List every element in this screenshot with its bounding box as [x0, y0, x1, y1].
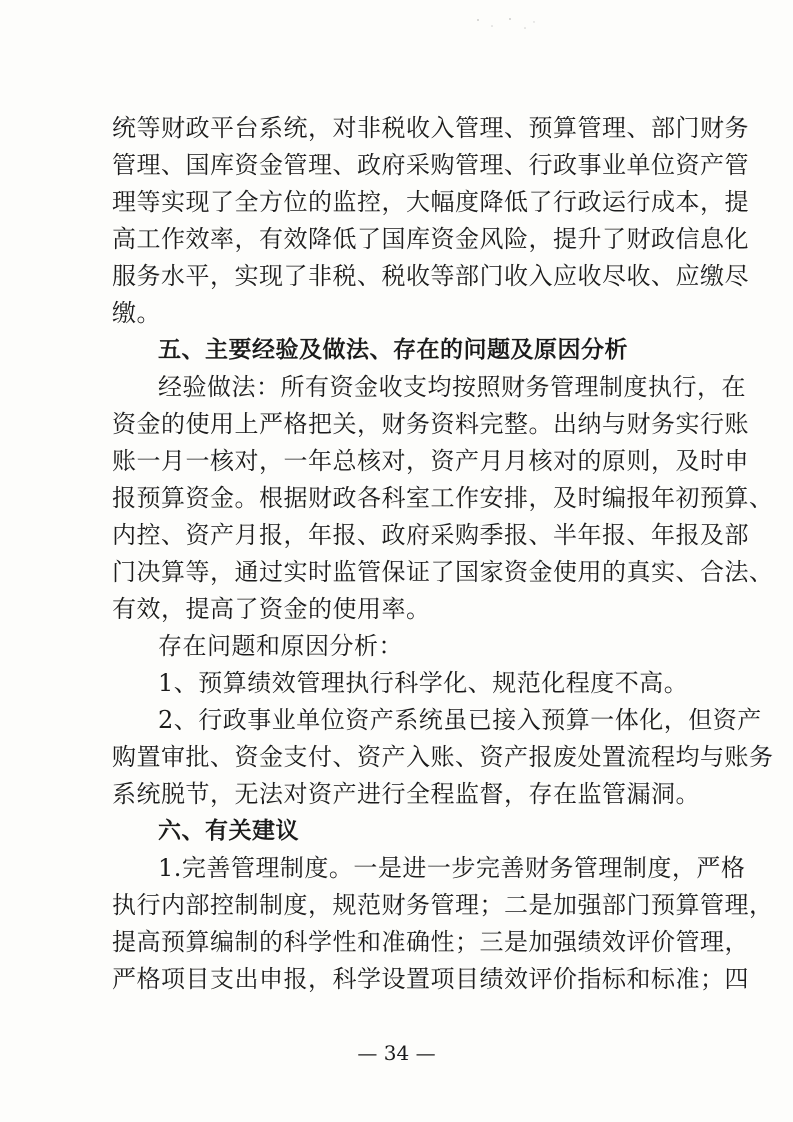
text-line: 缴。 [112, 299, 161, 327]
text-line: 提高预算编制的科学性和准确性；三是加强绩效评价管理， [112, 928, 749, 956]
text-line: 1、预算绩效管理执行科学化、规范化程度不高。 [158, 669, 689, 697]
section-heading: 五、主要经验及做法、存在的问题及原因分析 [158, 337, 628, 363]
text-line: 门决算等，通过实时监管保证了国家资金使用的真实、合法、 [112, 558, 774, 586]
text-line: 经验做法：所有资金收支均按照财务管理制度执行，在 [158, 373, 746, 401]
text-line: 管理、国库资金管理、政府采购管理、行政事业单位资产管 [112, 151, 749, 179]
text-line: 2、行政事业单位资产系统虽已接入预算一体化，但资产 [158, 706, 762, 734]
text-line: 系统脱节，无法对资产进行全程监督，存在监管漏洞。 [112, 780, 700, 808]
text-line: 统等财政平台系统，对非税收入管理、预算管理、部门财务 [112, 114, 749, 142]
text-line: 资金的使用上严格把关，财务资料完整。出纳与财务实行账 [112, 410, 749, 438]
text-line: 存在问题和原因分析： [158, 632, 403, 660]
text-line: 报预算资金。根据财政各科室工作安排，及时编报年初预算、 [112, 484, 774, 512]
text-line: 账一月一核对，一年总核对，资产月月核对的原则，及时申 [112, 447, 749, 475]
section-heading: 六、有关建议 [158, 818, 299, 844]
text-line: 1.完善管理制度。一是进一步完善财务管理制度，严格 [158, 854, 746, 882]
text-line: 高工作效率，有效降低了国库资金风险，提升了财政信息化 [112, 225, 749, 253]
text-line: 理等实现了全方位的监控，大幅度降低了行政运行成本，提 [112, 188, 749, 216]
text-line: 有效，提高了资金的使用率。 [112, 595, 431, 623]
text-line: 购置审批、资金支付、资产入账、资产报废处置流程均与账务 [112, 743, 774, 771]
text-line: 服务水平，实现了非税、税收等部门收入应收尽收、应缴尽 [112, 262, 749, 290]
page-number: — 34 — [357, 1041, 436, 1065]
text-line: 严格项目支出申报，科学设置项目绩效评价指标和标准；四 [112, 965, 749, 993]
text-line: 执行内部控制制度，规范财务管理；二是加强部门预算管理， [112, 891, 774, 919]
text-line: 内控、资产月报，年报、政府采购季报、半年报、年报及部 [112, 521, 749, 549]
